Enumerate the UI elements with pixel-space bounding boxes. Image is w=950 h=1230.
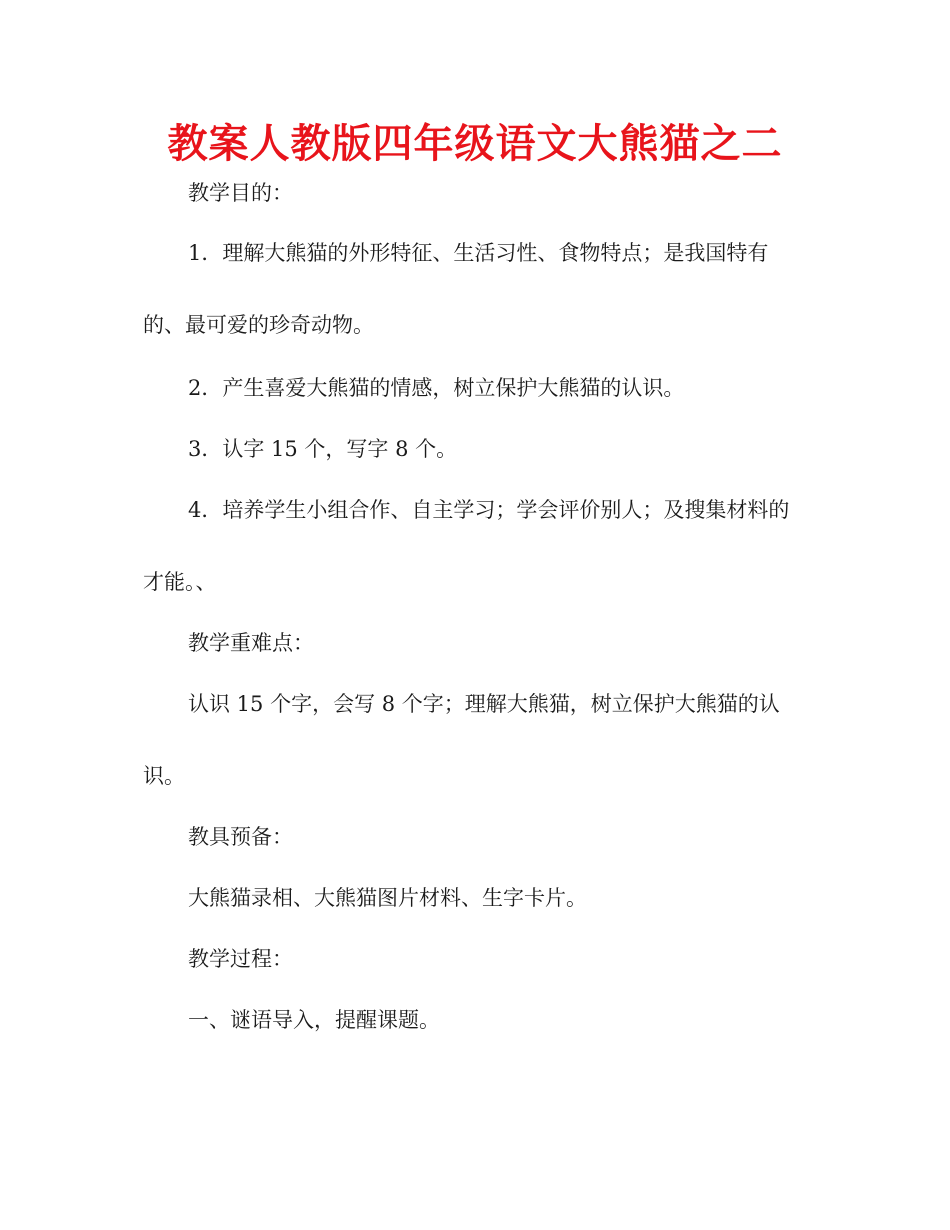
objective-2: 2．产生喜爱大熊猫的情感，树立保护大熊猫的认识。 — [188, 376, 685, 400]
heading-key-points: 教学重难点： — [188, 631, 314, 655]
heading-teaching-aids: 教具预备： — [188, 825, 293, 849]
objective-4-line-2: 才能。、 — [143, 570, 217, 594]
objective-3: 3．认字 15 个，写字 8 个。 — [188, 437, 458, 461]
document-title: 教案人教版四年级语文大熊猫之二 — [167, 121, 783, 167]
process-step-1: 一、谜语导入，提醒课题。 — [188, 1008, 440, 1032]
heading-teaching-process: 教学过程： — [188, 947, 293, 971]
objective-4-line-1: 4．培养学生小组合作、自主学习；学会评价别人；及搜集材料的 — [188, 498, 790, 522]
heading-teaching-objectives: 教学目的： — [188, 181, 293, 205]
objective-1-line-1: 1．理解大熊猫的外形特征、生活习性、食物特点；是我国特有 — [188, 241, 769, 265]
key-points-line-1: 认识 15 个字，会写 8 个字；理解大熊猫，树立保护大熊猫的认 — [188, 692, 780, 716]
key-points-line-2: 识。 — [143, 764, 185, 788]
teaching-aids-text: 大熊猫录相、大熊猫图片材料、生字卡片。 — [188, 886, 587, 910]
objective-1-line-2: 的、最可爱的珍奇动物。 — [143, 313, 374, 337]
